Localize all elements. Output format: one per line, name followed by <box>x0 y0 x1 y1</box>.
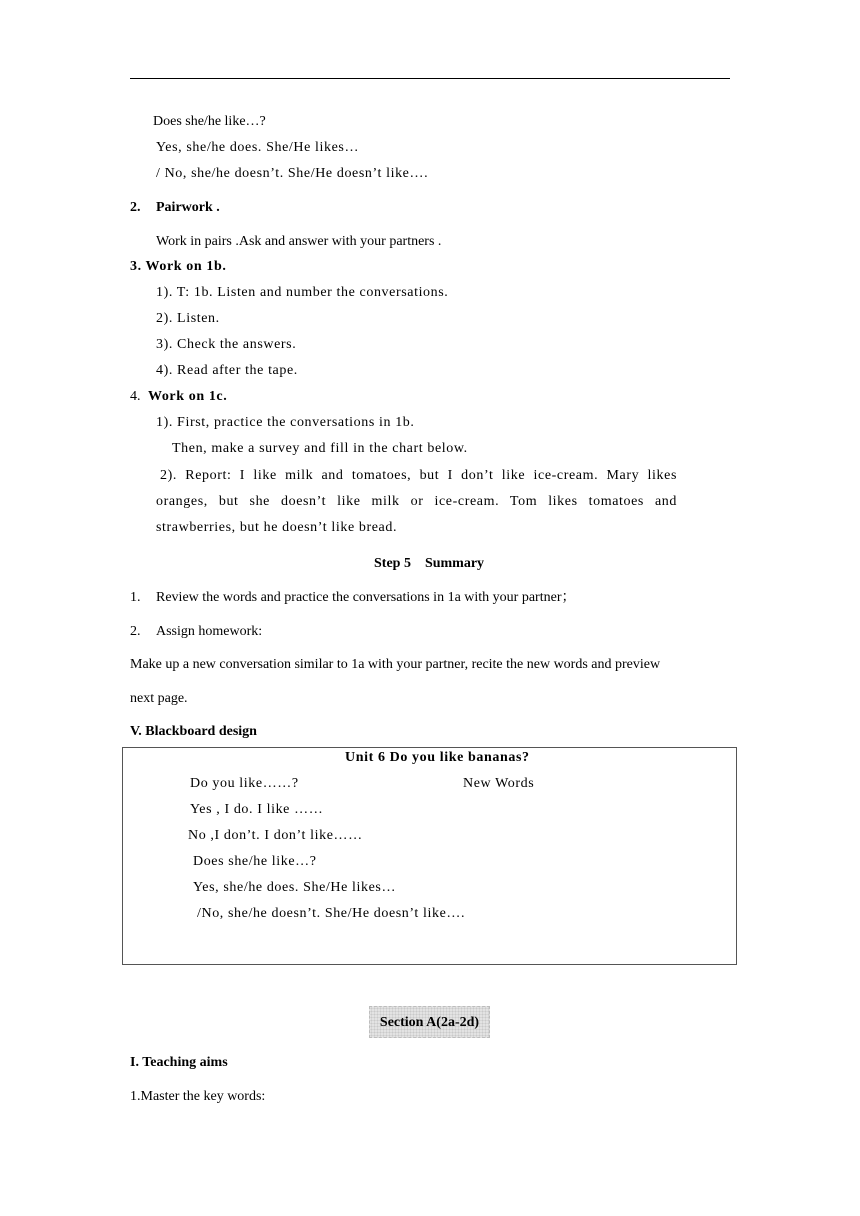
work-1b-heading: 3. Work on 1b. <box>130 259 227 274</box>
pairwork-text: Work in pairs .Ask and answer with your partners . <box>156 234 442 249</box>
work-1b-step: 4). Read after the tape. <box>156 363 298 378</box>
blackboard-heading: V. Blackboard design <box>130 724 257 739</box>
homework-text: Make up a new conversation similar to 1a with your partner, recite the new words and preview <box>130 657 661 672</box>
summary-title: Step 5 Summary <box>374 556 485 571</box>
summary-item-number: 1. <box>130 590 141 605</box>
summary-item: Review the words and practice the conversations in 1a with your partner； <box>156 590 576 605</box>
work-1c-heading: Work on 1c. <box>148 389 228 404</box>
header-rule <box>130 78 730 79</box>
blackboard-line: Do you like……? <box>190 776 299 791</box>
blackboard-line: Yes , I do. I like …… <box>190 802 324 817</box>
blackboard-line: /No, she/he doesn’t. She/He doesn’t like…. <box>197 906 466 921</box>
pairwork-number: 2. <box>130 200 141 215</box>
summary-item: Assign homework: <box>156 624 263 639</box>
blackboard-line: Yes, she/he does. She/He likes… <box>193 880 397 895</box>
report-line: oranges, but she doesn’t like milk or ice-cream. Tom likes tomatoes and <box>156 494 677 509</box>
pairwork-heading: Pairwork . <box>156 200 220 215</box>
teaching-aims-item: 1.Master the key words: <box>130 1089 266 1104</box>
intro-line: / No, she/he doesn’t. She/He doesn’t like…. <box>156 166 429 181</box>
summary-item-number: 2. <box>130 624 141 639</box>
report-line: strawberries, but he doesn’t like bread. <box>156 520 398 535</box>
teaching-aims-heading: I. Teaching aims <box>130 1055 228 1070</box>
work-1c-step: 1). First, practice the conversations in 1b. <box>156 415 415 430</box>
blackboard-new-words: New Words <box>463 776 535 791</box>
section-title: Section A(2a-2d) <box>369 1006 490 1038</box>
intro-line: Yes, she/he does. She/He likes… <box>156 140 360 155</box>
homework-text: next page. <box>130 691 188 706</box>
report-line: 2). Report: I like milk and tomatoes, but I don’t like ice-cream. Mary likes <box>160 468 677 483</box>
work-1b-step: 2). Listen. <box>156 311 220 326</box>
intro-line: Does she/he like…? <box>153 114 266 129</box>
work-1c-step: Then, make a survey and fill in the chart below. <box>172 441 468 456</box>
blackboard-line: Does she/he like…? <box>193 854 317 869</box>
blackboard-line: No ,I don’t. I don’t like…… <box>188 828 363 843</box>
blackboard-title: Unit 6 Do you like bananas? <box>345 750 530 765</box>
work-1c-number: 4. <box>130 389 141 404</box>
work-1b-step: 1). T: 1b. Listen and number the conversations. <box>156 285 449 300</box>
work-1b-step: 3). Check the answers. <box>156 337 297 352</box>
